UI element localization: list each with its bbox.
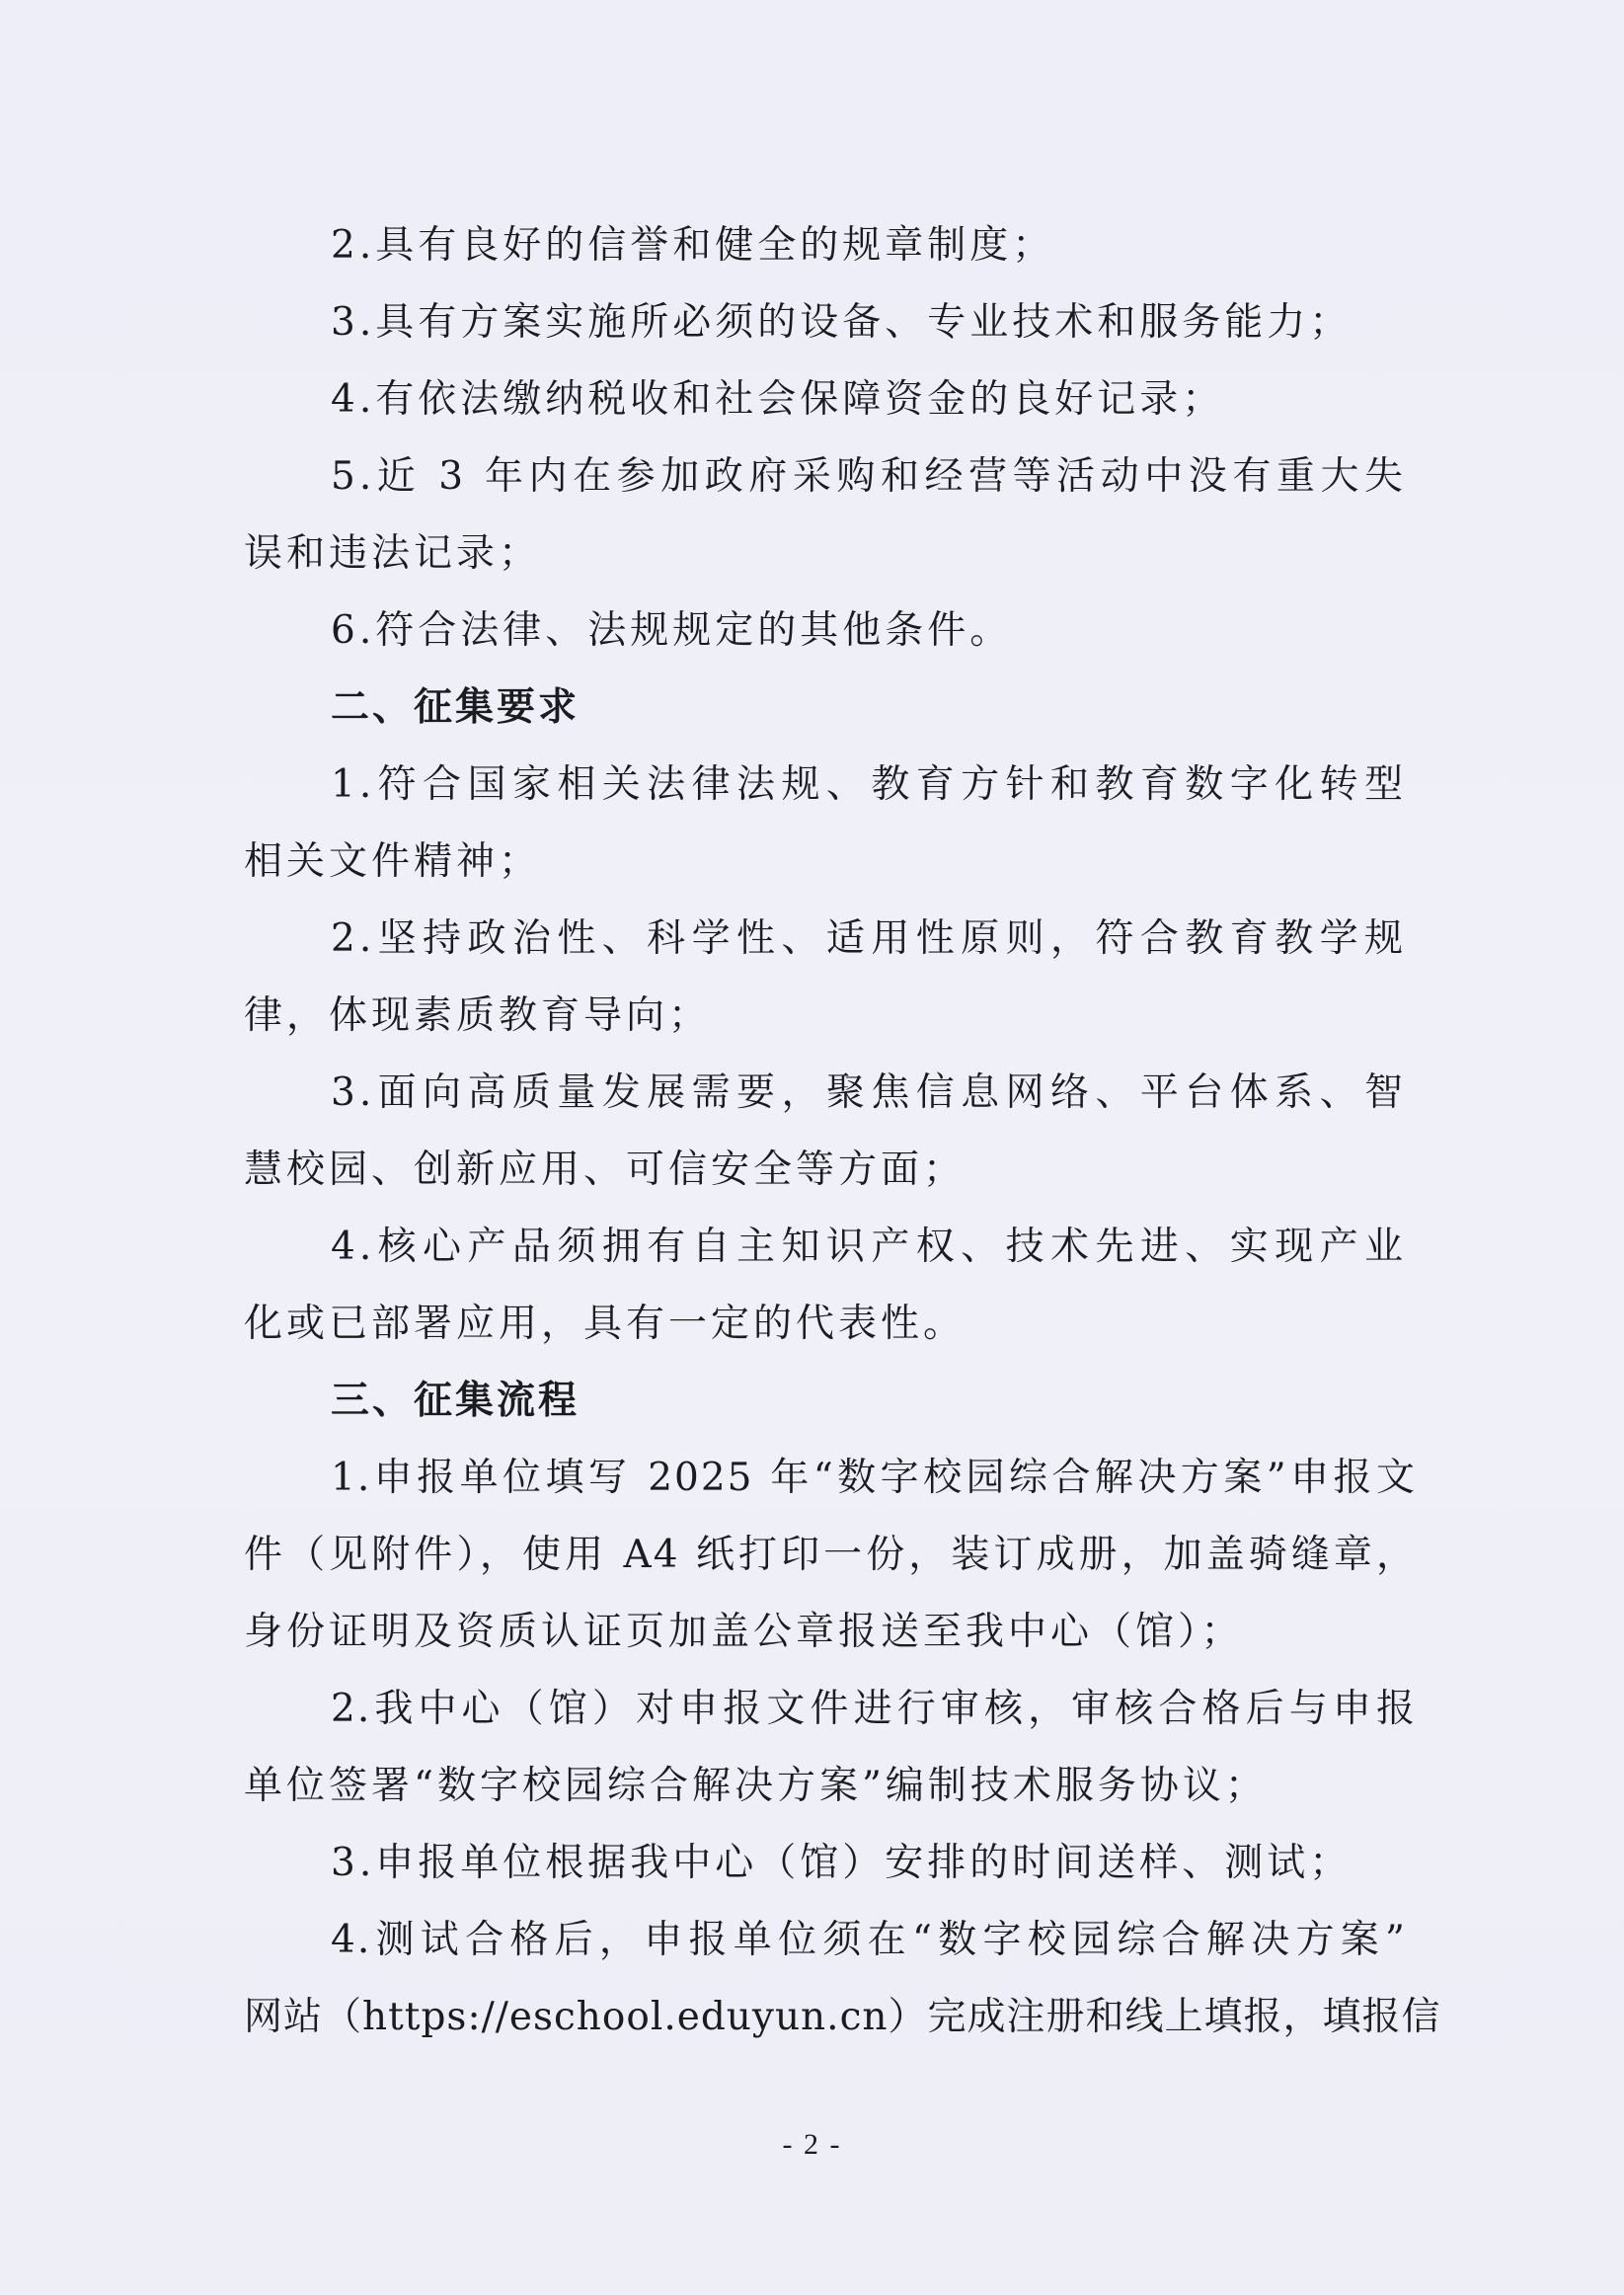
paragraph-line: 1.申报单位填写 2025 年“数字校园综合解决方案”申报文	[331, 1456, 1417, 1500]
paragraph-line: 5.近 3 年内在参加政府采购和经营等活动中没有重大失	[331, 454, 1407, 499]
paragraph-line: 2.坚持政治性、科学性、适用性原则，符合教育教学规	[331, 916, 1407, 961]
paragraph-line: 误和违法记录；	[244, 531, 542, 576]
paragraph-line: 身份证明及资质认证页加盖公章报送至我中心（馆）；	[244, 1610, 1244, 1654]
paragraph-line: 单位签署“数字校园综合解决方案”编制技术服务协议；	[244, 1764, 1268, 1808]
paragraph-line: 4.核心产品须拥有自主知识产权、技术先进、实现产业	[331, 1225, 1407, 1269]
paragraph-line: 4.测试合格后，申报单位须在“数字校园综合解决方案”	[331, 1918, 1407, 1962]
paragraph-line: 相关文件精神；	[244, 839, 542, 884]
paragraph-line: 2.具有良好的信誉和健全的规章制度；	[331, 223, 1055, 268]
paragraph-line: 律，体现素质教育导向；	[244, 993, 712, 1038]
paragraph-line: 6.符合法律、法规规定的其他条件。	[331, 608, 1013, 653]
paragraph-line: 4.有依法缴纳税收和社会保障资金的良好记录；	[331, 377, 1225, 422]
paragraph-line: 1.符合国家相关法律法规、教育方针和教育数字化转型	[331, 762, 1407, 807]
paragraph-line: 3.申报单位根据我中心（馆）安排的时间送样、测试；	[331, 1841, 1353, 1885]
paragraph-line: 2.我中心（馆）对申报文件进行审核，审核合格后与申报	[331, 1687, 1417, 1731]
paragraph-line: 慧校园、创新应用、可信安全等方面；	[244, 1148, 967, 1192]
paragraph-line: 化或已部署应用，具有一定的代表性。	[244, 1302, 967, 1346]
paragraph-line: 3.具有方案实施所必须的设备、专业技术和服务能力；	[331, 300, 1353, 345]
document-body	[244, 207, 1441, 2056]
section-heading: 三、征集流程	[331, 1379, 580, 1423]
page-number: - 2 -	[782, 2128, 842, 2161]
paragraph-line: 件（见附件），使用 A4 纸打印一份，装订成册，加盖骑缝章，	[244, 1533, 1417, 1577]
paragraph-line: 网站（https://eschool.eduyun.cn）完成注册和线上填报，填报信	[244, 1995, 1441, 2039]
section-heading: 二、征集要求	[331, 685, 580, 730]
paragraph-line: 3.面向高质量发展需要，聚焦信息网络、平台体系、智	[331, 1070, 1407, 1115]
